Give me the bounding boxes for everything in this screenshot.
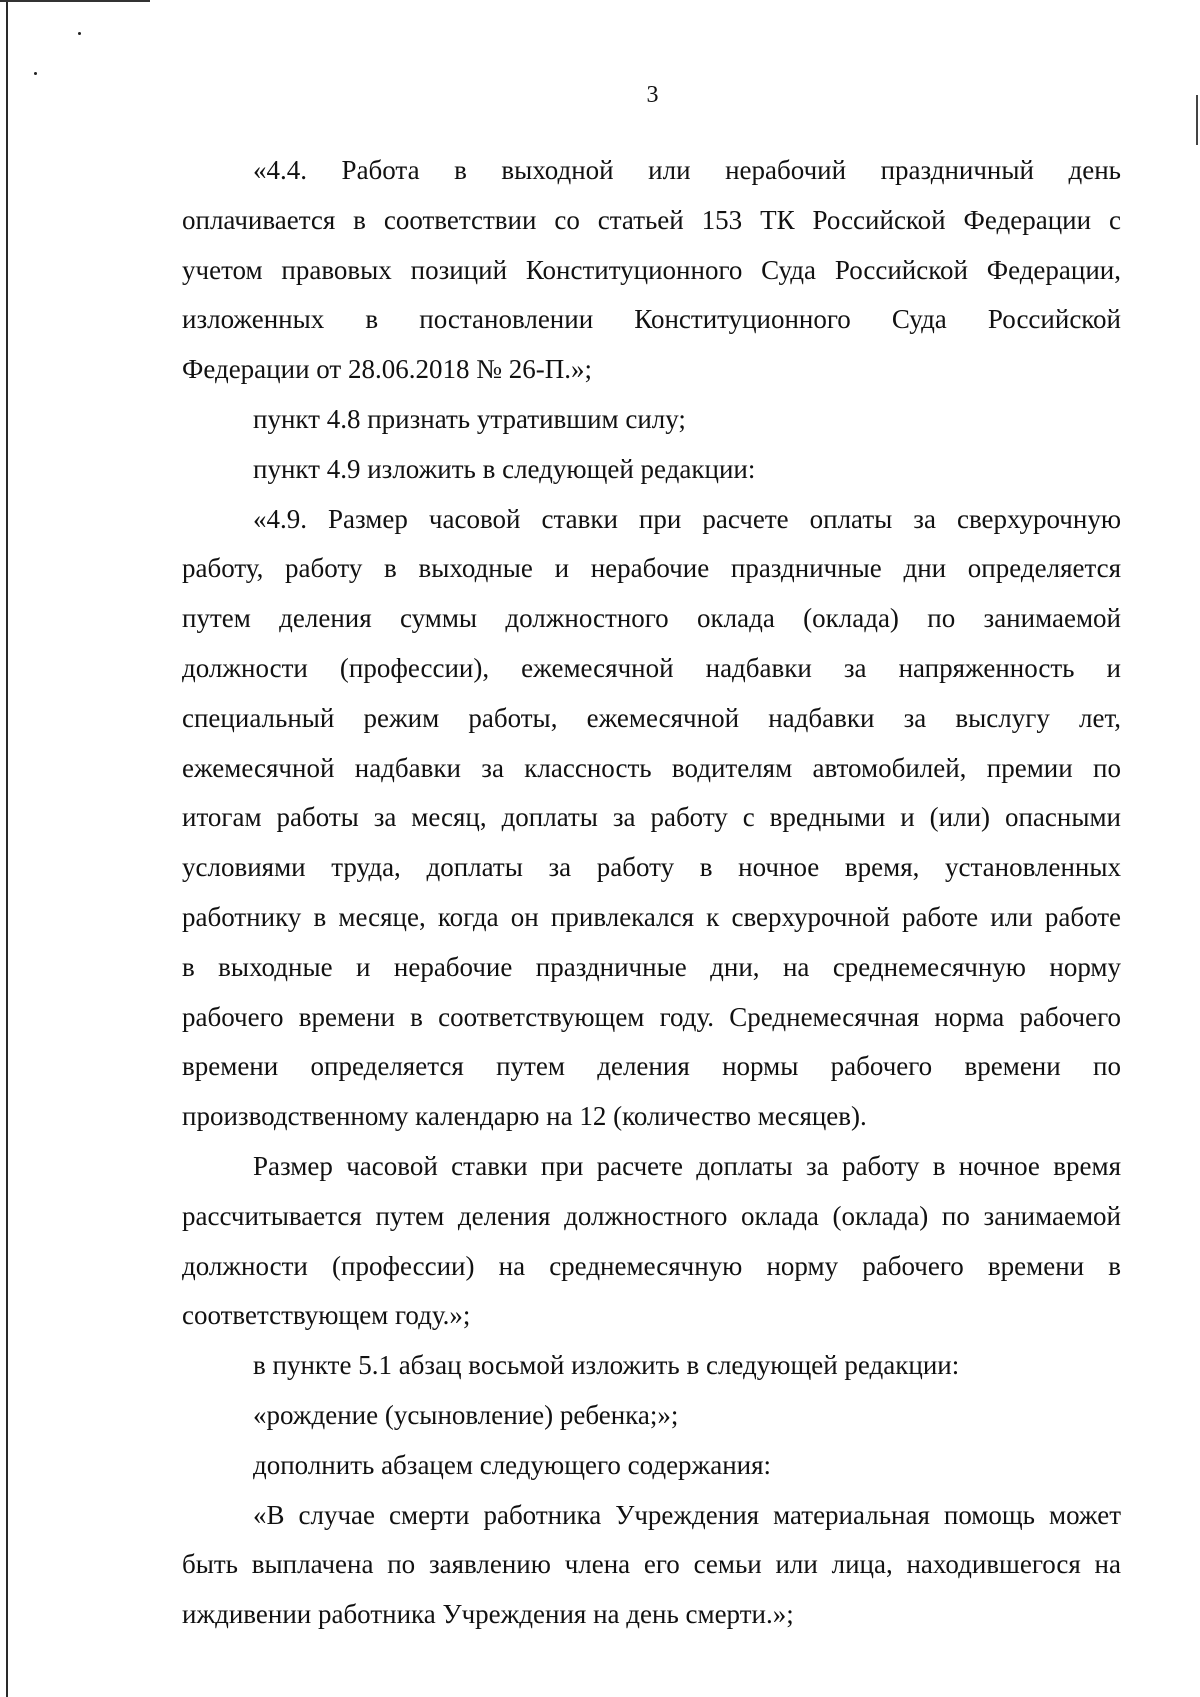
page-number: 3: [646, 82, 659, 108]
paragraph-line: «4.4. Работа в выходной или нерабочий праздничный день: [253, 155, 1121, 185]
paragraph-line: условиями труда, доплаты за работу в ночное время, установленных: [182, 852, 1121, 883]
scan-speck: [78, 32, 81, 35]
paragraph-single-line: в пункте 5.1 абзац восьмой изложить в следующей редакции:: [253, 1350, 960, 1381]
paragraph-line: Размер часовой ставки при расчете доплаты за работу в ночное время: [253, 1150, 1121, 1181]
paragraph-line: работнику в месяце, когда он привлекался к сверхурочной работе или работе: [182, 901, 1121, 932]
paragraph-single-line: «рождение (усыновление) ребенка;»;: [253, 1399, 679, 1430]
paragraph-single-line: пункт 4.9 изложить в следующей редакции:: [253, 453, 756, 484]
paragraph-line: «4.9. Размер часовой ставки при расчете оплаты за сверхурочную: [253, 503, 1121, 534]
scan-edge-left: [6, 0, 8, 1697]
paragraph-last-line: соответствующем году.»;: [182, 1300, 471, 1331]
paragraph-line: быть выплачена по заявлению члена его семьи или лица, находившегося на: [182, 1549, 1121, 1580]
paragraph-line: рабочего времени в соответствующем году. Среднемесячная норма рабочего: [182, 1001, 1121, 1032]
paragraph-line: в выходные и нерабочие праздничные дни, на среднемесячную норму: [182, 951, 1121, 982]
paragraph-line: работу, работу в выходные и нерабочие праздничные дни определяется: [182, 553, 1121, 584]
document-body: [182, 146, 1121, 1640]
paragraph-line: должности (профессии) на среднемесячную норму рабочего времени в: [182, 1250, 1121, 1281]
paragraph-line: «В случае смерти работника Учреждения материальная помощь может: [253, 1499, 1121, 1530]
scan-speck: [34, 72, 37, 75]
paragraph-line: оплачивается в соответствии со статьей 153 ТК Российской Федерации с: [182, 204, 1121, 235]
paragraph-last-line: Федерации от 28.06.2018 № 26-П.»;: [182, 354, 592, 385]
paragraph-line: должности (профессии), ежемесячной надбавки за напряженность и: [182, 652, 1121, 683]
paragraph-line: путем деления суммы должностного оклада (оклада) по занимаемой: [182, 603, 1121, 634]
paragraph-line: итогам работы за месяц, доплаты за работу с вредными и (или) опасными: [182, 802, 1121, 833]
paragraph-last-line: производственному календарю на 12 (количество месяцев).: [182, 1101, 867, 1132]
paragraph-line: ежемесячной надбавки за классность водителям автомобилей, премии по: [182, 752, 1121, 783]
paragraph-single-line: дополнить абзацем следующего содержания:: [253, 1449, 772, 1480]
paragraph-line: изложенных в постановлении Конституционного Суда Российской: [182, 304, 1121, 335]
paragraph-line: времени определяется путем деления нормы рабочего времени по: [182, 1051, 1121, 1082]
paragraph-line: специальный режим работы, ежемесячной надбавки за выслугу лет,: [182, 702, 1121, 733]
paragraph-last-line: иждивении работника Учреждения на день смерти.»;: [182, 1599, 794, 1630]
scan-edge-top: [0, 0, 150, 2]
paragraph-single-line: пункт 4.8 признать утратившим силу;: [253, 403, 686, 434]
paragraph-line: рассчитывается путем деления должностного оклада (оклада) по занимаемой: [182, 1200, 1121, 1231]
paragraph-line: учетом правовых позиций Конституционного Суда Российской Федерации,: [182, 254, 1121, 285]
